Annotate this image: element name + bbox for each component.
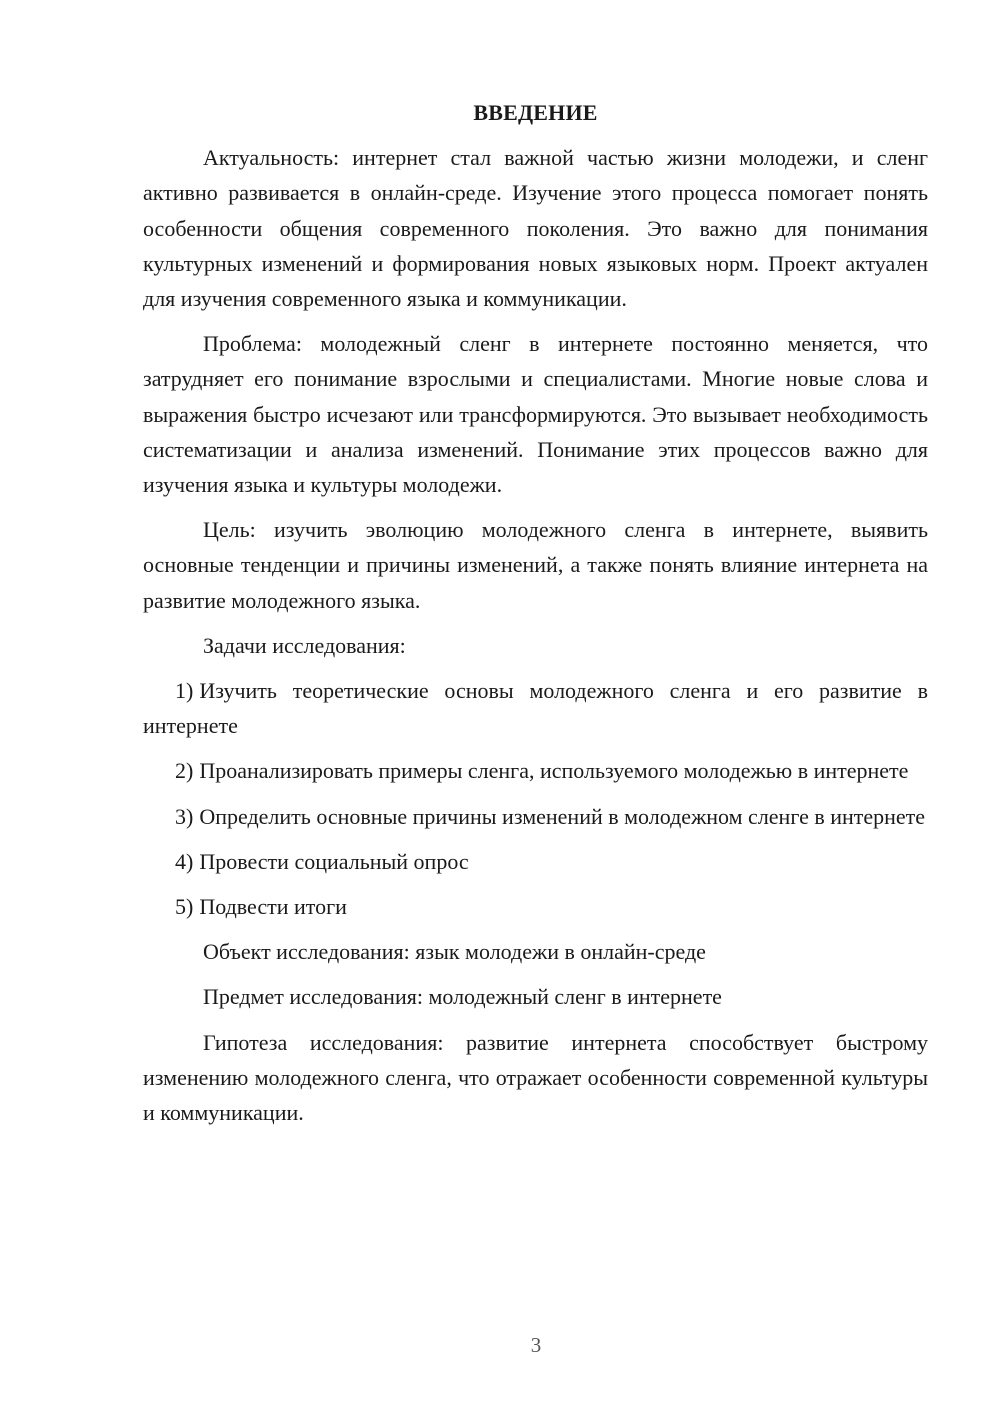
relevance-paragraph: Актуальность: интернет стал важной частью жизни молодежи, и сленг активно развивается в онлайн-среде. Изучение этого процесса помогает понять особенности общения современного поколения. Это важно для понимания культурных изменений и формирования новых языковых норм. Проект актуален для изучения современного языка и коммуникации. — [143, 145, 928, 312]
page-content — [143, 95, 928, 1140]
task-number: 3) — [175, 803, 194, 829]
task-item-2 — [143, 753, 928, 788]
task-text: Проанализировать примеры сленга, используемого молодежью в интернете — [199, 758, 909, 784]
goal-paragraph: Цель: изучить эволюцию молодежного сленга в интернете, выявить основные тенденции и причины изменений, а также понять влияние интернета на развитие молодежного языка. — [143, 517, 928, 613]
research-object: Объект исследования: язык молодежи в онлайн-среде — [203, 939, 706, 965]
task-number: 2) — [175, 758, 194, 784]
task-text: Изучить теоретические основы молодежного сленга и его развитие в интернете — [143, 678, 928, 739]
tasks-heading: Задачи исследования: — [203, 632, 406, 658]
page-number: 3 — [530, 1333, 542, 1357]
task-item-3 — [143, 799, 928, 834]
task-item-1 — [143, 673, 928, 743]
research-subject: Предмет исследования: молодежный сленг в интернете — [203, 984, 722, 1010]
task-number: 4) — [175, 848, 194, 874]
task-item-5 — [143, 889, 928, 924]
task-text: Подвести итоги — [199, 894, 347, 920]
task-text: Провести социальный опрос — [199, 848, 469, 874]
task-text: Определить основные причины изменений в молодежном сленге в интернете — [199, 803, 926, 829]
task-number: 1) — [175, 678, 194, 704]
research-hypothesis: Гипотеза исследования: развитие интернета способствует быстрому изменению молодежного сленга, что отражает особенности современной культуры и коммуникации. — [143, 1029, 928, 1126]
problem-paragraph: Проблема: молодежный сленг в интернете постоянно меняется, что затрудняет его понимание взрослыми и специалистами. Многие новые слова и выражения быстро исчезают или трансформируются. Это вызывает необходимость систематизации и анализа изменений. Понимание этих процессов важно для изучения языка и культуры молодежи. — [143, 331, 928, 498]
section-title: ВВЕДЕНИЕ — [473, 100, 598, 125]
task-item-4 — [143, 844, 928, 879]
task-number: 5) — [175, 894, 194, 920]
